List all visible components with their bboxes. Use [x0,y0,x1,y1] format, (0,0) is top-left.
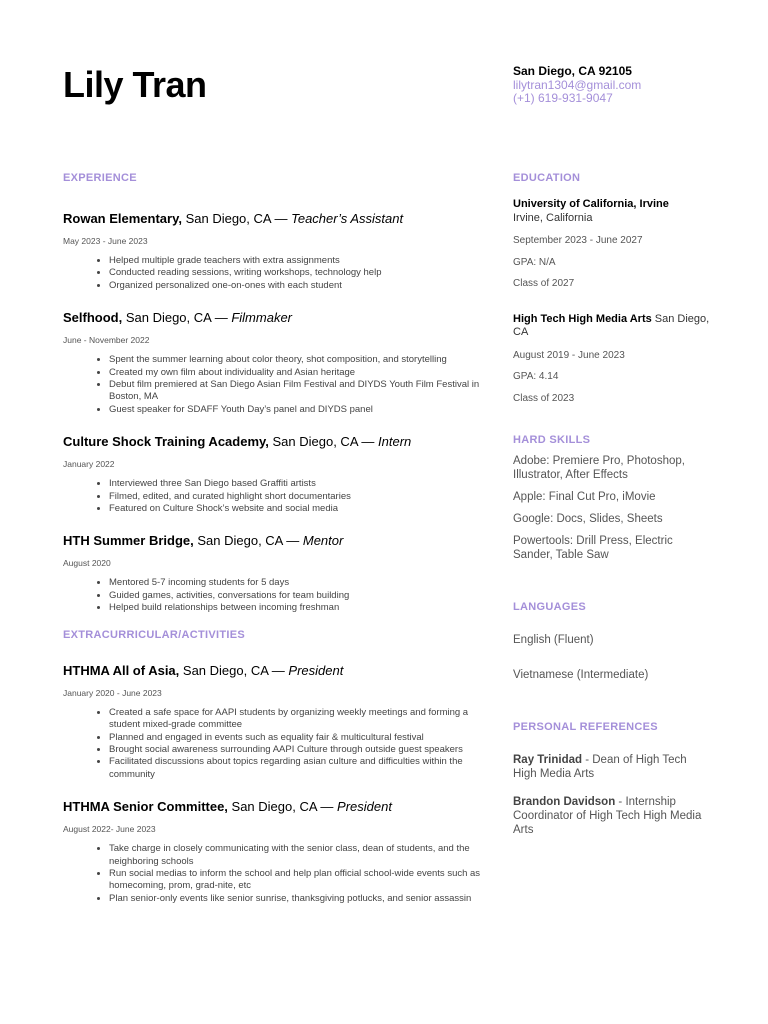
bullet-item: • Conducted reading sessions, writing workshops, technology help [109,267,483,279]
left-column [63,172,483,905]
school-location: Irvine, California [513,211,593,224]
job-dates: August 2022- June 2023 [63,824,156,835]
school-gpa: GPA: N/A [513,256,556,268]
phone-link[interactable]: (+1) 619-931-9047 [513,91,613,105]
school-name: High Tech High Media Arts [513,312,652,325]
job-location: San Diego, CA — [268,434,379,450]
skill-item: Adobe: Premiere Pro, Photoshop, Illustrator, After Effects [513,455,685,481]
job-location: San Diego, CA — [227,799,338,815]
job-rowan [63,211,483,292]
school-hthma [513,313,713,406]
resume-name: Lily Tran [63,64,207,105]
bullet-item: • Spent the summer learning about color theory, shot composition, and storytelling [109,354,483,366]
job-culture-shock [63,434,483,515]
bullet-item: • Facilitated discussions about topics regarding asian culture and difficulties within the community [109,756,483,781]
bullet-item: • Featured on Culture Shock’s website and social media [109,503,483,515]
job-org: Rowan Elementary, [63,211,182,226]
job-dates: January 2022 [63,459,115,470]
job-header [63,533,483,549]
job-header [63,310,483,326]
bullet-item: • Created a safe space for AAPI students by organizing weekly meetings and forming a student mixed-grade committee [109,707,483,732]
job-dates: January 2020 - June 2023 [63,687,162,698]
right-column [513,172,713,837]
bullet-item: • Plan senior-only events like senior sunrise, thanksgiving potlucks, and senior assassin [109,893,483,905]
bullet-item: • Helped build relationships between incoming freshman [109,602,483,614]
address: San Diego, CA 92105 [513,64,632,78]
language-item: English (Fluent) [513,634,594,646]
job-role: President [288,662,344,678]
job-bullets [63,478,483,515]
school-dates: August 2019 - June 2023 [513,349,625,361]
bullet-item: • Organized personalized one-on-ones with each student [109,280,483,292]
job-bullets [63,843,483,905]
bullet-item: • Run social medias to inform the school and help plan official school-wide events such as homecoming, prom, grad-nite, etc [109,868,483,893]
bullet-item: • Filmed, edited, and curated highlight short documentaries [109,491,483,503]
reference-desc: - Dean of High Tech High Media Arts [513,754,687,780]
reference-name: Brandon Davidson [513,796,616,808]
job-bullets [63,354,483,416]
languages-heading: LANGUAGES [513,601,586,613]
skill-item: Google: Docs, Slides, Sheets [513,513,663,525]
bullet-item: • Planned and engaged in events such as equality fair & multicultural festival [109,732,483,744]
activities-heading: EXTRACURRICULAR/ACTIVITIES [63,628,245,641]
references-heading: PERSONAL REFERENCES [513,721,658,733]
job-org: Selfhood, [63,310,123,326]
job-role: Mentor [302,533,344,549]
job-role: Intern [378,434,412,450]
experience-heading: EXPERIENCE [63,172,137,184]
bullet-item: • Take charge in closely communicating with the senior class, dean of students, and the neighboring schools [109,843,483,868]
bullet-item: • Brought social awareness surrounding AAPI Culture through outside guest speakers [109,744,483,756]
reference-item [513,753,713,781]
job-dates: June - November 2022 [63,335,150,346]
job-org: Culture Shock Training Academy, [63,434,269,450]
skill-item: Apple: Final Cut Pro, iMovie [513,491,656,503]
job-org: HTHMA All of Asia, [63,662,180,678]
job-bullets [63,255,483,292]
activity-all-of-asia [63,663,483,781]
bullet-item: • Created my own film about individuality and Asian heritage [109,367,483,379]
job-location: San Diego, CA — [179,662,289,678]
job-role: Filmmaker [231,310,293,326]
job-org: HTHMA Senior Committee, [63,799,228,815]
job-role: President [337,799,392,815]
skill-item: Powertools: Drill Press, Electric Sander, Table Saw [513,535,673,561]
job-header [63,663,483,679]
school-name: University of California, Irvine [513,198,669,210]
job-bullets [63,707,483,781]
job-dates: August 2020 [63,558,111,569]
job-org: HTH Summer Bridge, [63,533,194,549]
school-class: Class of 2027 [513,278,575,289]
bullet-item: • Guided games, activities, conversations for team building [109,590,483,602]
bullet-item: • Interviewed three San Diego based Graffiti artists [109,478,483,490]
bullet-item: • Mentored 5-7 incoming students for 5 days [109,577,483,589]
education-heading: EDUCATION [513,172,581,184]
job-selfhood [63,310,483,416]
job-hth-summer-bridge [63,533,483,614]
job-header [63,799,483,815]
school-uci [513,198,713,291]
bullet-item: • Debut film premiered at San Diego Asian Film Festival and DIYDS Youth Film Festival in Boston, MA [109,379,483,404]
bullet-item: • Helped multiple grade teachers with extra assignments [109,255,483,267]
school-class: Class of 2023 [513,392,575,404]
job-role: Teacher’s Assistant [291,211,404,226]
job-header [63,211,483,227]
reference-desc: - Internship Coordinator of High Tech High Media Arts [513,796,702,836]
job-location: San Diego, CA — [181,211,292,226]
job-location: San Diego, CA — [193,533,303,549]
reference-item [513,795,713,837]
school-gpa: GPA: 4.14 [513,371,559,382]
school-location: San Diego, CA [513,312,710,338]
school-dates: September 2023 - June 2027 [513,235,643,246]
job-location: San Diego, CA — [122,310,232,326]
contact-block [513,65,641,106]
job-header [63,434,483,450]
activity-senior-committee [63,799,483,905]
language-item: Vietnamese (Intermediate) [513,669,649,681]
hard-skills-heading: HARD SKILLS [513,434,591,446]
email-link[interactable]: lilytran1304@gmail.com [513,77,642,92]
job-bullets [63,577,483,614]
bullet-item: • Guest speaker for SDAFF Youth Day’s panel and DIYDS panel [109,404,483,416]
job-dates: May 2023 - June 2023 [63,236,148,246]
reference-name: Ray Trinidad [513,754,583,766]
skills-list [513,454,713,562]
